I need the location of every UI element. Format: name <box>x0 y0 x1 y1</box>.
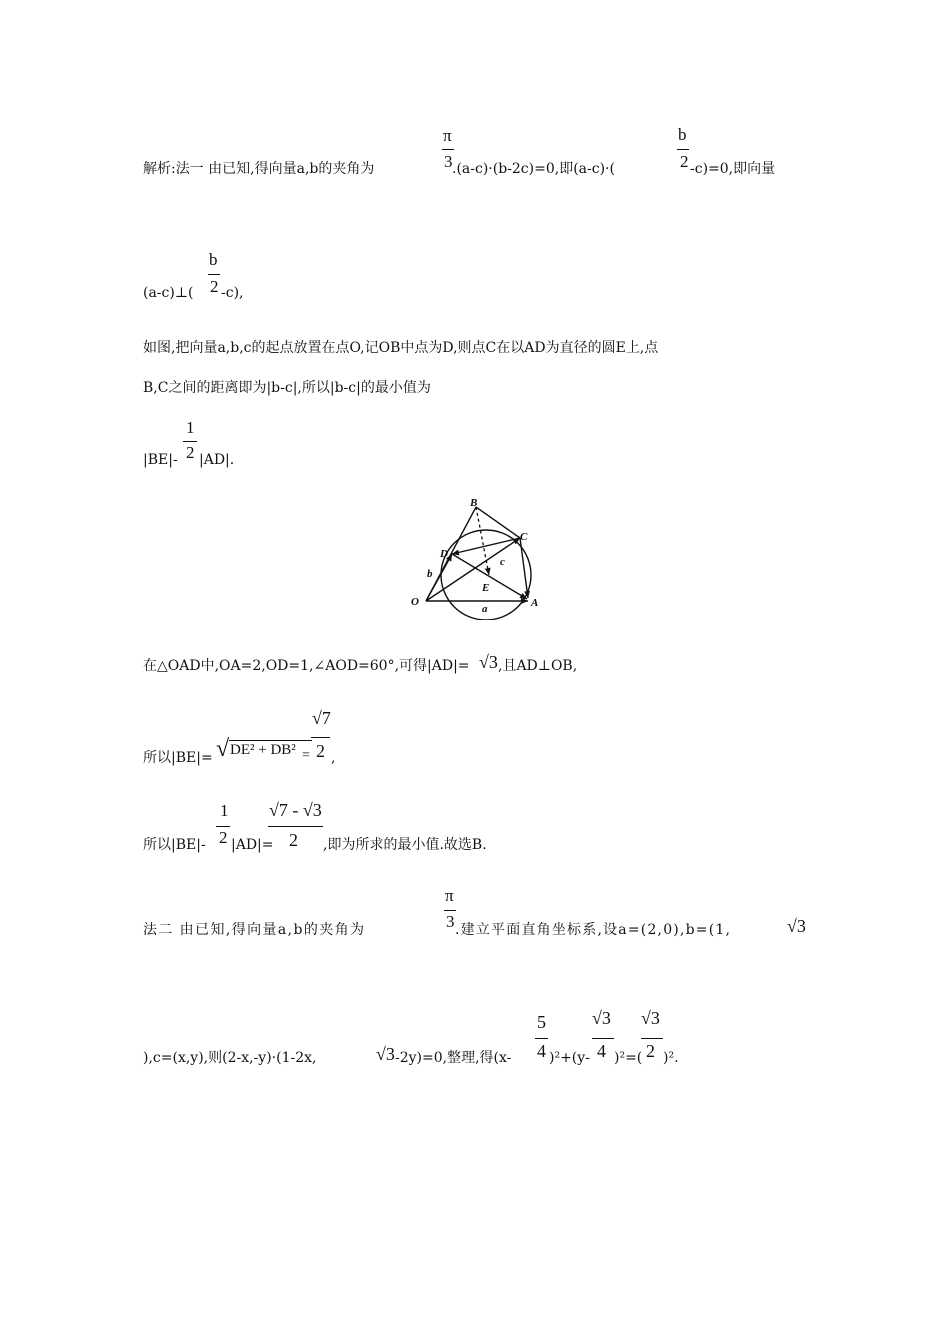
para9-f3bar <box>641 1038 663 1039</box>
para9-f2den: 4 <box>597 1041 606 1061</box>
para8-three: 3 <box>446 912 455 931</box>
para1-mid: .(a-c)·(b-2c)=0,即(a-c)·( <box>452 161 615 177</box>
para7-den2: 2 <box>289 830 298 850</box>
para8-pi: π <box>445 886 454 905</box>
para4-den: 2 <box>186 443 195 462</box>
para1-fraction-bar <box>442 149 454 150</box>
label-a: a <box>482 603 488 615</box>
para9-f3num: √3 <box>641 1008 660 1028</box>
para6-fraction-bar <box>311 737 330 738</box>
para7-fraction-bar2 <box>268 826 323 827</box>
para4-bar <box>183 441 197 442</box>
para9-t3: )²+(y- <box>549 1050 590 1066</box>
para9-f2bar <box>592 1038 614 1039</box>
para2-b: b <box>209 250 218 269</box>
para9-f1den: 4 <box>537 1041 546 1061</box>
para1-tail: -c)=0,即向量 <box>690 161 776 177</box>
para4-num: 1 <box>186 418 195 437</box>
para9-f3den: 2 <box>646 1041 655 1061</box>
para7-den: 2 <box>219 828 228 847</box>
label-A: A <box>531 597 539 609</box>
para6-radicand: DE² + DB² <box>230 742 296 758</box>
segment-CA <box>520 538 528 598</box>
para6-eq: = <box>302 748 310 763</box>
para9-t1: ),c=(x,y),则(2-x,-y)·(1-2x, <box>143 1050 317 1066</box>
para1-b-bar <box>677 149 689 150</box>
para5-lead: 在△OAD中,OA=2,OD=1,∠AOD=60°,可得|AD|= <box>143 658 470 674</box>
para9-f1num: 5 <box>537 1012 546 1032</box>
para6-radical-sign: √ <box>216 736 230 762</box>
geometry-figure <box>400 490 560 620</box>
label-C: C <box>520 531 528 543</box>
para2-two: 2 <box>210 277 219 296</box>
para1-pi: π <box>443 126 452 145</box>
label-b: b <box>427 568 433 580</box>
para7-tail: ,即为所求的最小值.故选B. <box>323 837 487 853</box>
para9-f2num: √3 <box>592 1008 611 1028</box>
segment-BE <box>476 507 489 575</box>
para1-b: b <box>678 125 687 144</box>
para6-den: 2 <box>316 741 325 761</box>
label-B: B <box>470 497 478 509</box>
para5-root: √3 <box>479 652 498 672</box>
para6-lead: 所以|BE|= <box>143 750 213 766</box>
para4-tail: |AD|. <box>199 452 235 468</box>
para6-radical-bar <box>229 740 312 741</box>
para7-bar <box>216 826 230 827</box>
segment-CD <box>452 538 520 554</box>
para6-num: √7 <box>312 708 331 728</box>
para9-t4: )²=( <box>614 1050 643 1066</box>
para9-t5: )². <box>663 1050 679 1066</box>
para8-root: √3 <box>787 916 806 936</box>
para1-two: 2 <box>680 152 689 171</box>
para1-lead: 解析:法一 由已知,得向量a,b的夹角为 <box>143 161 375 177</box>
segment-BC <box>476 507 520 538</box>
para8-fraction-bar <box>444 910 456 911</box>
para2-b-bar <box>208 274 220 275</box>
para7-num2: √7 - √3 <box>269 800 322 820</box>
para9-f1bar <box>535 1038 548 1039</box>
para5-tail: ,且AD⊥OB, <box>498 658 578 674</box>
label-O: O <box>411 596 419 608</box>
para9-t2: -2y)=0,整理,得(x- <box>395 1050 512 1066</box>
para3-line2: B,C之间的距离即为|b-c|,所以|b-c|的最小值为 <box>143 380 431 396</box>
para6-tail: , <box>331 750 336 766</box>
para3-line1: 如图,把向量a,b,c的起点放置在点O,记OB中点为D,则点C在以AD为直径的圆E上,点 <box>143 340 659 356</box>
para7-mid: |AD|= <box>231 837 274 853</box>
label-E: E <box>482 582 490 594</box>
label-c: c <box>500 556 505 568</box>
para8-tail: .建立平面直角坐标系,设a=(2,0),b=(1, <box>455 922 732 938</box>
para1-three: 3 <box>444 152 453 171</box>
para9-root: √3 <box>376 1044 395 1064</box>
para7-lead: 所以|BE|- <box>143 837 206 853</box>
para2-lead: (a-c)⊥( <box>143 285 194 301</box>
para4-lead: |BE|- <box>143 452 178 468</box>
label-D: D <box>440 548 448 560</box>
para2-tail: -c), <box>221 285 244 301</box>
para8-lead: 法二 由已知,得向量a,b的夹角为 <box>143 922 366 938</box>
para7-num: 1 <box>220 801 229 820</box>
